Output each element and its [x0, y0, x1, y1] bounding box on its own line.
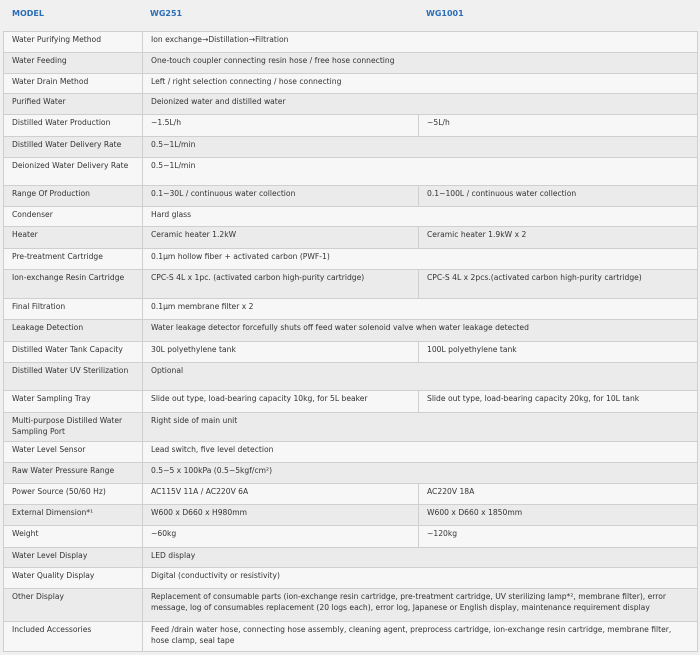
spec-row — [4, 463, 698, 484]
spec-label: Other Display — [4, 589, 143, 622]
spec-value-shared: 0.1µm hollow fiber + activated carbon (PWF-1) — [143, 249, 698, 270]
spec-row — [4, 589, 698, 622]
spec-row — [4, 363, 698, 391]
spec-row — [4, 413, 698, 442]
spec-row — [4, 391, 698, 413]
spec-value-wg251: AC115V 11A / AC220V 6A — [143, 484, 419, 505]
spec-value-wg1001: 0.1~100L / continuous water collection — [419, 186, 698, 207]
spec-label: Water Level Sensor — [4, 442, 143, 463]
spec-value-wg1001: AC220V 18A — [419, 484, 698, 505]
spec-value-shared: Deionized water and distilled water — [143, 94, 698, 115]
spec-value-wg251: 30L polyethylene tank — [143, 342, 419, 363]
spec-row — [4, 505, 698, 526]
spec-value-shared: 0.5~1L/min — [143, 158, 698, 186]
spec-row — [4, 320, 698, 342]
spec-row — [4, 442, 698, 463]
spec-label: Water Purifying Method — [4, 32, 143, 53]
spec-row — [4, 227, 698, 249]
spec-value-wg1001: ~5L/h — [419, 115, 698, 137]
spec-value-shared: Feed /drain water hose, connecting hose assembly, cleaning agent, preprocess cartridge, ion-exchange resin cartridge, membrane filter, hose clamp, seal tape — [143, 622, 698, 652]
spec-value-wg1001: Ceramic heater 1.9kW x 2 — [419, 227, 698, 249]
spec-row — [4, 568, 698, 589]
spec-value-shared: One-touch coupler connecting resin hose / free hose connecting — [143, 53, 698, 74]
spec-label: Water Feeding — [4, 53, 143, 74]
spec-row — [4, 526, 698, 548]
spec-row — [4, 115, 698, 137]
spec-value-shared: Optional — [143, 363, 698, 391]
spec-label: Condenser — [4, 207, 143, 227]
spec-value-shared: 0.1µm membrane filter x 2 — [143, 299, 698, 320]
spec-label: Pre-treatment Cartridge — [4, 249, 143, 270]
spec-value-shared: Digital (conductivity or resistivity) — [143, 568, 698, 589]
spec-row — [4, 207, 698, 227]
header-model-wg251: WG251 — [150, 9, 183, 18]
spec-label: Ion-exchange Resin Cartridge — [4, 270, 143, 299]
spec-label: Water Sampling Tray — [4, 391, 143, 413]
spec-value-wg251: ~60kg — [143, 526, 419, 548]
spec-label: Water Drain Method — [4, 74, 143, 94]
spec-value-shared: Hard glass — [143, 207, 698, 227]
spec-row — [4, 53, 698, 74]
spec-label: Raw Water Pressure Range — [4, 463, 143, 484]
spec-label: Water Level Display — [4, 548, 143, 568]
spec-label: External Dimension*¹ — [4, 505, 143, 526]
spec-label: Water Quality Display — [4, 568, 143, 589]
table-header — [0, 0, 700, 28]
spec-row — [4, 548, 698, 568]
spec-label: Power Source (50/60 Hz) — [4, 484, 143, 505]
spec-row — [4, 94, 698, 115]
spec-label: Range Of Production — [4, 186, 143, 207]
spec-value-wg251: 0.1~30L / continuous water collection — [143, 186, 419, 207]
spec-row — [4, 299, 698, 320]
spec-value-wg251: ~1.5L/h — [143, 115, 419, 137]
spec-value-wg1001: CPC-S 4L x 2pcs.(activated carbon high-purity cartridge) — [419, 270, 698, 299]
spec-value-wg251: W600 x D660 x H980mm — [143, 505, 419, 526]
spec-value-shared: 0.5~5 x 100kPa (0.5~5kgf/cm²) — [143, 463, 698, 484]
spec-label: Heater — [4, 227, 143, 249]
spec-label: Final Filtration — [4, 299, 143, 320]
spec-row — [4, 137, 698, 158]
spec-value-shared: LED display — [143, 548, 698, 568]
spec-value-shared: Ion exchange→Distillation→Filtration — [143, 32, 698, 53]
spec-label: Distilled Water UV Sterilization — [4, 363, 143, 391]
spec-value-shared: Right side of main unit — [143, 413, 698, 442]
spec-row — [4, 186, 698, 207]
spec-row — [4, 74, 698, 94]
spec-value-shared: Lead switch, five level detection — [143, 442, 698, 463]
spec-row — [4, 158, 698, 186]
spec-label: Distilled Water Delivery Rate — [4, 137, 143, 158]
spec-label: Included Accessories — [4, 622, 143, 652]
spec-label: Multi-purpose Distilled Water Sampling Port — [4, 413, 143, 442]
spec-row — [4, 32, 698, 53]
spec-row — [4, 270, 698, 299]
spec-value-shared: Left / right selection connecting / hose connecting — [143, 74, 698, 94]
spec-label: Distilled Water Production — [4, 115, 143, 137]
spec-label: Deionized Water Delivery Rate — [4, 158, 143, 186]
header-model-label: MODEL — [12, 9, 44, 18]
spec-row — [4, 249, 698, 270]
spec-value-wg1001: Slide out type, load-bearing capacity 20kg, for 10L tank — [419, 391, 698, 413]
spec-row — [4, 484, 698, 505]
spec-table — [3, 31, 698, 652]
spec-label: Weight — [4, 526, 143, 548]
spec-label: Purified Water — [4, 94, 143, 115]
spec-value-shared: Replacement of consumable parts (ion-exchange resin cartridge, pre-treatment cartridge, UV sterilizing lamp*², membrane filter), error message, log of consumables replacement (20 logs each), error log, Japanese or English display, maintenance requirement display — [143, 589, 698, 622]
spec-label: Leakage Detection — [4, 320, 143, 342]
spec-label: Distilled Water Tank Capacity — [4, 342, 143, 363]
spec-value-wg251: CPC-S 4L x 1pc. (activated carbon high-purity cartridge) — [143, 270, 419, 299]
spec-value-shared: 0.5~1L/min — [143, 137, 698, 158]
spec-row — [4, 622, 698, 652]
spec-value-wg251: Slide out type, load-bearing capacity 10kg, for 5L beaker — [143, 391, 419, 413]
spec-value-wg1001: 100L polyethylene tank — [419, 342, 698, 363]
spec-value-wg1001: W600 x D660 x 1850mm — [419, 505, 698, 526]
spec-value-wg251: Ceramic heater 1.2kW — [143, 227, 419, 249]
spec-row — [4, 342, 698, 363]
spec-value-shared: Water leakage detector forcefully shuts off feed water solenoid valve when water leakage detected — [143, 320, 698, 342]
spec-value-wg1001: ~120kg — [419, 526, 698, 548]
header-model-wg1001: WG1001 — [426, 9, 464, 18]
